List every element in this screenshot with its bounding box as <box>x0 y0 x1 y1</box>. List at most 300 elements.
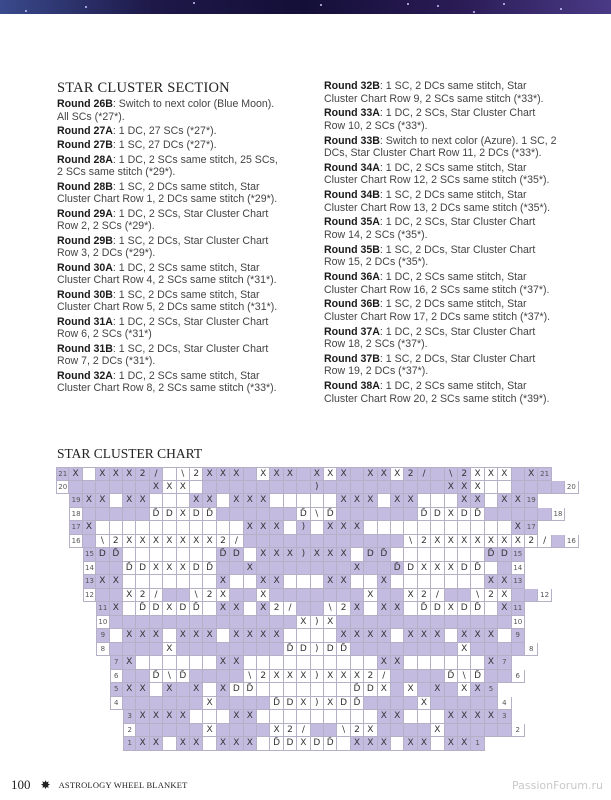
chart-cell <box>270 508 283 522</box>
chart-cell: X <box>110 467 123 481</box>
chart-cell <box>110 643 123 657</box>
round-instruction <box>57 208 282 233</box>
chart-cell: X <box>324 548 337 562</box>
chart-cell <box>351 589 364 603</box>
chart-cell: D̄ <box>110 548 123 562</box>
chart-cell: X <box>244 629 257 643</box>
chart-cell <box>431 643 444 657</box>
chart-cell: X <box>150 710 163 724</box>
chart-cell <box>190 656 203 670</box>
chart-cell: D̄ <box>217 548 230 562</box>
chart-cell <box>190 670 203 684</box>
chart-cell <box>150 724 163 738</box>
chart-cell: X <box>270 467 283 481</box>
chart-cell: X <box>351 562 364 576</box>
chart-cell: D <box>136 562 149 576</box>
chart-cell <box>512 467 525 481</box>
chart-cell: 2 <box>257 670 270 684</box>
chart-cell: / <box>378 670 391 684</box>
chart-cell: X <box>123 494 136 508</box>
chart-cell <box>378 521 391 535</box>
chart-cell <box>96 562 109 576</box>
chart-cell: \ <box>458 670 471 684</box>
chart-cell: X <box>136 737 149 751</box>
chart-cell: X <box>123 656 136 670</box>
chart-cell <box>485 697 498 711</box>
chart-cell: X <box>230 467 243 481</box>
chart-cell <box>163 467 176 481</box>
chart-cell <box>270 616 283 630</box>
chart-cell: D̄ <box>418 508 431 522</box>
chart-cell <box>123 508 136 522</box>
chart-cell <box>525 508 538 522</box>
chart-cell <box>445 521 458 535</box>
round-label: Round 32A <box>57 369 113 382</box>
row-number-label: 6 <box>110 670 123 684</box>
round-text: : 1 SC, 2 DCs same stitch, Star Cluster Chart Row 9, 2 SCs same stitch (*33*). <box>324 80 544 105</box>
chart-cell: 2 <box>270 602 283 616</box>
chart-cell <box>203 575 216 589</box>
chart-cell: X <box>445 562 458 576</box>
chart-cell <box>324 494 337 508</box>
chart-cell <box>270 562 283 576</box>
chart-cell <box>512 508 525 522</box>
chart-cell <box>230 575 243 589</box>
chart-cell: X <box>337 575 350 589</box>
chart-cell <box>230 724 243 738</box>
chart-cell: X <box>404 629 417 643</box>
chart-cell <box>485 643 498 657</box>
chart-cell: D̄ <box>324 737 337 751</box>
row-number-label: 19 <box>525 494 538 508</box>
chart-cell <box>552 535 565 549</box>
chart-cell <box>190 616 203 630</box>
chart-cell <box>297 683 310 697</box>
chart-cell <box>83 467 96 481</box>
book-title: ASTROLOGY WHEEL BLANKET <box>58 780 188 790</box>
chart-cell <box>351 508 364 522</box>
row-number-label: 21 <box>56 467 69 481</box>
chart-cell <box>364 616 377 630</box>
chart-cell <box>110 589 123 603</box>
chart-cell <box>136 508 149 522</box>
chart-cell <box>96 508 109 522</box>
chart-cell <box>391 589 404 603</box>
round-text: : 1 SC, 2 DCs, Star Cluster Chart Row 7, 2 DCs (*31*). <box>57 342 269 368</box>
chart-cell <box>257 508 270 522</box>
chart-cell <box>123 575 136 589</box>
chart-cell: X <box>163 562 176 576</box>
chart-cell: X <box>311 467 324 481</box>
chart-cell: X <box>257 521 270 535</box>
chart-cell: ) <box>311 643 324 657</box>
chart-cell: X <box>471 494 484 508</box>
chart-cell: D <box>337 697 350 711</box>
round-instruction <box>57 125 282 138</box>
chart-cell: X <box>458 535 471 549</box>
chart-cell <box>378 508 391 522</box>
chart-cell <box>431 670 444 684</box>
chart-cell <box>431 548 444 562</box>
chart-cell: X <box>337 494 350 508</box>
round-label: Round 27A <box>57 124 113 137</box>
chart-cell <box>136 643 149 657</box>
chart-cell <box>177 548 190 562</box>
chart-cell: D̄ <box>471 602 484 616</box>
round-text: : 1 DC, 2 SCs same stitch, Star Cluster Chart Row 16, 2 SCs same stitch (*37*). <box>324 270 550 296</box>
chart-cell <box>257 656 270 670</box>
chart-cell: X <box>217 737 230 751</box>
chart-cell: X <box>270 629 283 643</box>
chart-cell: \ <box>337 724 350 738</box>
chart-cell: X <box>512 535 525 549</box>
chart-cell <box>217 670 230 684</box>
chart-cell <box>324 589 337 603</box>
chart-cell <box>391 697 404 711</box>
chart-cell: X <box>337 548 350 562</box>
chart-cell: 2 <box>136 467 149 481</box>
round-label: Round 34A <box>324 161 380 174</box>
chart-cell: X <box>257 602 270 616</box>
row-number-label: 1 <box>123 737 136 751</box>
chart-cell: X <box>498 467 511 481</box>
chart-cell: D̄ <box>471 670 484 684</box>
chart-cell <box>378 481 391 495</box>
chart-cell <box>445 697 458 711</box>
chart-cell: X <box>270 575 283 589</box>
round-label: Round 34B <box>324 189 380 202</box>
chart-cell <box>203 737 216 751</box>
chart-cell <box>69 481 82 495</box>
chart-cell <box>324 683 337 697</box>
chart-cell <box>177 521 190 535</box>
section-title: STAR CLUSTER SECTION <box>57 80 230 96</box>
chart-cell: D̄ <box>244 683 257 697</box>
round-text: : 1 SC, 2 DCs same stitch, Star Cluster Chart Row 5, 2 DCs same stitch (*31*). <box>57 288 278 314</box>
chart-cell: X <box>458 737 471 751</box>
round-label: Round 28B <box>57 180 113 193</box>
chart-cell <box>324 535 337 549</box>
chart-cell: D̄ <box>337 643 350 657</box>
chart-cell <box>391 616 404 630</box>
chart-cell <box>485 602 498 616</box>
chart-cell <box>203 548 216 562</box>
chart-cell: X <box>177 737 190 751</box>
chart-cell <box>498 562 511 576</box>
chart-cell <box>217 521 230 535</box>
chart-cell: X <box>324 670 337 684</box>
chart-cell <box>284 562 297 576</box>
chart-cell <box>150 697 163 711</box>
chart-cell <box>190 643 203 657</box>
chart-cell <box>244 724 257 738</box>
chart-cell: \ <box>96 535 109 549</box>
chart-cell <box>311 575 324 589</box>
chart-cell <box>244 548 257 562</box>
chart-cell <box>257 535 270 549</box>
chart-cell <box>177 575 190 589</box>
chart-cell: X <box>230 602 243 616</box>
chart-cell <box>485 670 498 684</box>
round-label: Round 27B <box>57 139 113 152</box>
chart-cell <box>364 521 377 535</box>
chart-cell <box>471 548 484 562</box>
chart-cell <box>337 589 350 603</box>
chart-cell: X <box>485 467 498 481</box>
chart-cell <box>458 724 471 738</box>
chart-cell <box>378 494 391 508</box>
chart-cell <box>110 616 123 630</box>
chart-cell: X <box>244 494 257 508</box>
chart-cell <box>123 521 136 535</box>
round-text: : 1 DC, 2 SCs, Star Cluster Chart Row 6, 2 SCs (*31*) <box>57 315 269 341</box>
chart-cell <box>284 656 297 670</box>
chart-cell <box>257 737 270 751</box>
chart-cell <box>284 589 297 603</box>
chart-cell: / <box>230 535 243 549</box>
chart-cell <box>136 575 149 589</box>
chart-cell: \ <box>190 589 203 603</box>
chart-cell: D̄ <box>378 548 391 562</box>
chart-cell <box>431 467 444 481</box>
row-number-label: 14 <box>512 562 525 576</box>
chart-cell <box>163 521 176 535</box>
round-label: Round 31B <box>57 342 113 355</box>
chart-cell <box>418 710 431 724</box>
chart-cell <box>110 629 123 643</box>
chart-cell <box>217 629 230 643</box>
chart-cell <box>163 575 176 589</box>
chart-cell: X <box>512 521 525 535</box>
chart-cell <box>217 710 230 724</box>
chart-cell <box>351 575 364 589</box>
chart-cell <box>203 710 216 724</box>
chart-cell <box>471 643 484 657</box>
chart-cell <box>257 481 270 495</box>
chart-cell: X <box>364 589 377 603</box>
chart-cell <box>364 481 377 495</box>
round-text: : 1 DC, 2 SCs, Star Cluster Chart Row 18, 2 SCs (*37*). <box>324 325 536 351</box>
chart-cell: X <box>485 710 498 724</box>
chart-cell: X <box>257 629 270 643</box>
chart-cell: X <box>378 656 391 670</box>
chart-cell <box>351 467 364 481</box>
round-instruction <box>57 181 282 206</box>
chart-cell: X <box>471 683 484 697</box>
chart-cell: X <box>150 481 163 495</box>
chart-cell <box>257 697 270 711</box>
chart-cell <box>538 508 551 522</box>
chart-cell <box>311 562 324 576</box>
chart-cell: X <box>364 467 377 481</box>
chart-cell <box>445 683 458 697</box>
chart-cell <box>244 575 257 589</box>
chart-cell <box>364 508 377 522</box>
chart-cell <box>324 562 337 576</box>
chart-cell <box>311 535 324 549</box>
row-number-label: 5 <box>485 683 498 697</box>
chart-cell <box>498 724 511 738</box>
round-text: : 1 DC, 2 SCs same stitch, Star Cluster Chart Row 12, 2 SCs same stitch (*35*). <box>324 161 550 187</box>
chart-cell <box>230 670 243 684</box>
chart-cell: X <box>378 467 391 481</box>
starry-banner <box>0 0 611 14</box>
chart-cell <box>485 494 498 508</box>
chart-cell: D <box>284 697 297 711</box>
row-number-label: 20 <box>56 481 69 495</box>
chart-cell <box>311 589 324 603</box>
chart-cell <box>485 562 498 576</box>
chart-cell: D̄ <box>297 508 310 522</box>
chart-cell <box>351 616 364 630</box>
chart-cell <box>177 683 190 697</box>
row-number-label: 17 <box>525 521 538 535</box>
chart-cell: 2 <box>418 535 431 549</box>
round-label: Round 35B <box>324 243 380 256</box>
chart-cell: X <box>351 670 364 684</box>
chart-cell <box>498 481 511 495</box>
chart-cell <box>445 643 458 657</box>
chart-cell: 2 <box>136 589 149 603</box>
chart-cell <box>284 575 297 589</box>
chart-cell <box>458 616 471 630</box>
chart-cell <box>96 521 109 535</box>
chart-cell: D̄ <box>391 562 404 576</box>
chart-cell <box>297 467 310 481</box>
chart-cell <box>431 481 444 495</box>
chart-cell <box>163 697 176 711</box>
chart-cell: X <box>337 467 350 481</box>
round-instruction <box>57 235 282 260</box>
chart-cell: X <box>498 535 511 549</box>
chart-cell <box>418 575 431 589</box>
chart-cell: ) <box>297 548 310 562</box>
chart-cell <box>391 670 404 684</box>
chart-cell <box>217 724 230 738</box>
chart-cell <box>431 656 444 670</box>
chart-cell <box>203 521 216 535</box>
chart-cell <box>244 481 257 495</box>
chart-cell: X <box>391 494 404 508</box>
row-number-label: 20 <box>565 481 578 495</box>
chart-cell <box>418 643 431 657</box>
chart-cell: X <box>391 467 404 481</box>
round-text: : 1 SC, 2 DCs, Star Cluster Chart Row 15, 2 DCs (*35*). <box>324 243 536 269</box>
chart-cell <box>391 548 404 562</box>
chart-cell <box>150 494 163 508</box>
chart-cell <box>110 481 123 495</box>
chart-cell <box>337 656 350 670</box>
row-number-label: 4 <box>110 697 123 711</box>
round-label: Round 32B <box>324 80 380 92</box>
chart-cell: X <box>445 710 458 724</box>
chart-cell <box>525 481 538 495</box>
chart-cell <box>498 670 511 684</box>
chart-cell: X <box>190 629 203 643</box>
chart-cell <box>230 616 243 630</box>
chart-cell: X <box>378 737 391 751</box>
chart-cell: X <box>485 629 498 643</box>
chart-cell <box>244 467 257 481</box>
chart-cell: D̄ <box>351 683 364 697</box>
chart-cell <box>337 562 350 576</box>
chart-cell <box>270 481 283 495</box>
chart-cell: X <box>203 535 216 549</box>
chart-cell: X <box>217 589 230 603</box>
chart-cell: 2 <box>337 602 350 616</box>
chart-cell: 2 <box>458 467 471 481</box>
chart-cell: X <box>244 521 257 535</box>
chart-cell: X <box>525 467 538 481</box>
chart-cell <box>244 602 257 616</box>
row-number-label: 11 <box>96 602 109 616</box>
chart-cell <box>177 697 190 711</box>
chart-cell <box>244 589 257 603</box>
chart-cell <box>230 562 243 576</box>
chart-cell <box>203 602 216 616</box>
chart-cell <box>431 697 444 711</box>
chart-cell: X <box>351 629 364 643</box>
chart-cell <box>177 643 190 657</box>
round-label: Round 31A <box>57 315 113 328</box>
round-text: : 1 SC, 2 DCs, Star Cluster Chart Row 3, 2 DCs (*29*). <box>57 234 269 260</box>
chart-cell <box>203 670 216 684</box>
chart-cell: D <box>364 548 377 562</box>
chart-cell <box>512 643 525 657</box>
chart-cell: X <box>136 494 149 508</box>
chart-cell: D <box>431 508 444 522</box>
chart-cell: D <box>324 643 337 657</box>
chart-cell: X <box>337 670 350 684</box>
chart-cell <box>351 548 364 562</box>
chart-cell <box>391 575 404 589</box>
chart-cell <box>364 656 377 670</box>
row-number-label: 15 <box>83 548 96 562</box>
chart-cell <box>163 548 176 562</box>
chart-cell: X <box>177 710 190 724</box>
chart-cell: X <box>391 656 404 670</box>
chart-cell: \ <box>324 602 337 616</box>
chart-cell <box>471 616 484 630</box>
round-instruction <box>57 98 282 123</box>
chart-cell <box>351 710 364 724</box>
round-text: : 1 SC, 2 DCs, Star Cluster Chart Row 19, 2 DCs (*37*). <box>324 352 536 378</box>
chart-cell <box>337 616 350 630</box>
chart-cell <box>110 508 123 522</box>
chart-cell: X <box>284 467 297 481</box>
chart-cell <box>378 724 391 738</box>
round-text: : 1 DC, 27 SCs (*27*). <box>112 124 217 137</box>
chart-cell: X <box>217 683 230 697</box>
chart-cell <box>244 697 257 711</box>
chart-cell <box>297 562 310 576</box>
round-label: Round 26B <box>57 98 113 110</box>
chart-cell <box>324 710 337 724</box>
round-label: Round 36B <box>324 298 380 311</box>
chart-cell: X <box>404 737 417 751</box>
chart-cell <box>190 724 203 738</box>
chart-cell <box>485 508 498 522</box>
chart-cell: X <box>69 467 82 481</box>
row-number-label: 13 <box>83 575 96 589</box>
chart-cell <box>525 589 538 603</box>
chart-cell <box>203 656 216 670</box>
chart-cell <box>404 481 417 495</box>
chart-cell: X <box>471 535 484 549</box>
chart-cell <box>284 535 297 549</box>
chart-cell <box>458 548 471 562</box>
chart-cell <box>217 643 230 657</box>
